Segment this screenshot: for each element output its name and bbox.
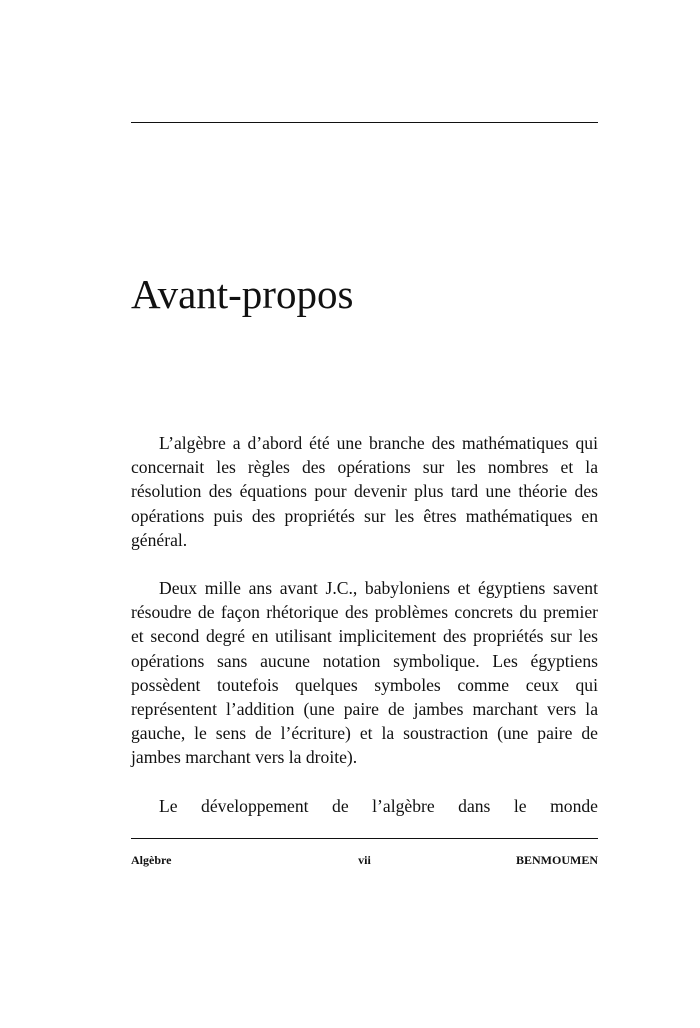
paragraph: L’algèbre a d’abord été une branche des mathématiques qui concernait les règles des opérations sur les nombres et la résolution des équations pour devenir plus tard une théorie des opérations puis des propriétés sur les êtres mathématiques en général. (131, 433, 598, 550)
footer-rule (131, 838, 598, 839)
paragraph: Le développement de l’algèbre dans le monde (159, 795, 598, 816)
chapter-title: Avant-propos (131, 271, 354, 317)
paragraph: Deux mille ans avant J.C., babyloniens et égyptiens savent résoudre de façon rhétorique des problèmes concrets du premier et second degré en utilisant implicitement des propriétés sur les opérations sans aucune notation symbolique. Les égyptiens possèdent toutefois quelques symboles comme ceux qui représentent l’addition (une paire de jambes marchant vers la gauche, le sens de l’écriture) et la soustraction (une paire de jambes marchant vers la droite). (131, 578, 598, 768)
page-footer (131, 852, 598, 868)
header-rule (131, 122, 598, 123)
footer-author: BENMOUMEN (516, 853, 598, 867)
footer-book-title: Algèbre (131, 853, 172, 867)
footer-page-number: vii (358, 853, 371, 867)
body-text (131, 431, 598, 842)
